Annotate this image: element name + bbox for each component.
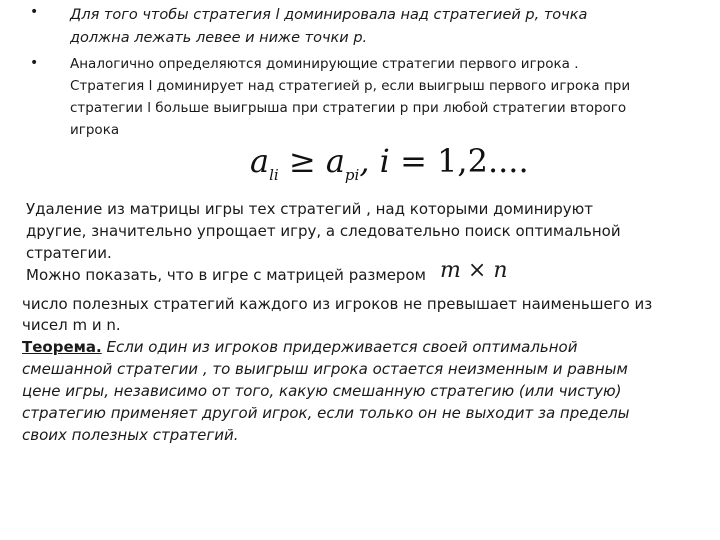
removal-line-2: другие, значительно упрощает игру, а следовательно поиск оптимальной: [26, 222, 621, 240]
theorem-label: Теорема.: [22, 338, 102, 356]
matrix-m: m: [440, 258, 461, 283]
formula-range: = 1,2....: [389, 142, 529, 180]
formula-a2: a: [325, 142, 345, 180]
bullet-2-line-3: стратегии l больше выигрыша при стратегии р при любой стратегии второго: [70, 100, 627, 116]
removal-line-3: стратегии.: [26, 244, 112, 262]
bullet-2-line-1: Аналогично определяются доминирующие стратегии первого игрока .: [70, 56, 579, 72]
theorem-first-line-text: Если один из игроков придерживается своей оптимальной: [101, 338, 578, 356]
theorem-line-3: цене игры, независимо от того, какую смешанную стратегию (или чистую): [22, 382, 622, 400]
formula-sub-pi: pi: [344, 166, 360, 184]
bullet-1-line-2: должна лежать левее и ниже точки р.: [70, 30, 368, 46]
count-line-2: чисел m и n.: [22, 316, 121, 334]
bullet-marker: •: [30, 55, 39, 71]
count-line-1: число полезных стратегий каждого из игроков не превышает наименьшего из: [22, 295, 653, 313]
formula-geq: ≥: [288, 142, 316, 180]
theorem-line-1: [22, 336, 577, 358]
dominance-formula: [250, 142, 529, 184]
bullet-2-line-4: игрока: [70, 122, 120, 138]
matrix-n: n: [493, 258, 508, 283]
removal-line-4: Можно показать, что в игре с матрицей размером: [26, 266, 426, 284]
theorem-line-2: смешанной стратегии , то выигрыш игрока остается неизменным и равным: [22, 360, 628, 378]
formula-var-i: , i: [359, 142, 390, 180]
formula-a1: a: [250, 142, 270, 180]
matrix-size-formula: [440, 258, 507, 283]
formula-sub-li: li: [269, 166, 279, 184]
removal-line-1: Удаление из матрицы игры тех стратегий , над которыми доминируют: [26, 200, 594, 218]
bullet-marker: •: [30, 4, 39, 20]
theorem-line-5: своих полезных стратегий.: [22, 426, 239, 444]
bullet-1-line-1: Для того чтобы стратегия l доминировала над стратегией р, точка: [70, 7, 588, 23]
bullet-2-line-2: Стратегия l доминирует над стратегией р, если выигрыш первого игрока при: [70, 78, 631, 94]
theorem-line-4: стратегию применяет другой игрок, если только он не выходит за пределы: [22, 404, 630, 422]
matrix-times: ×: [467, 258, 487, 283]
